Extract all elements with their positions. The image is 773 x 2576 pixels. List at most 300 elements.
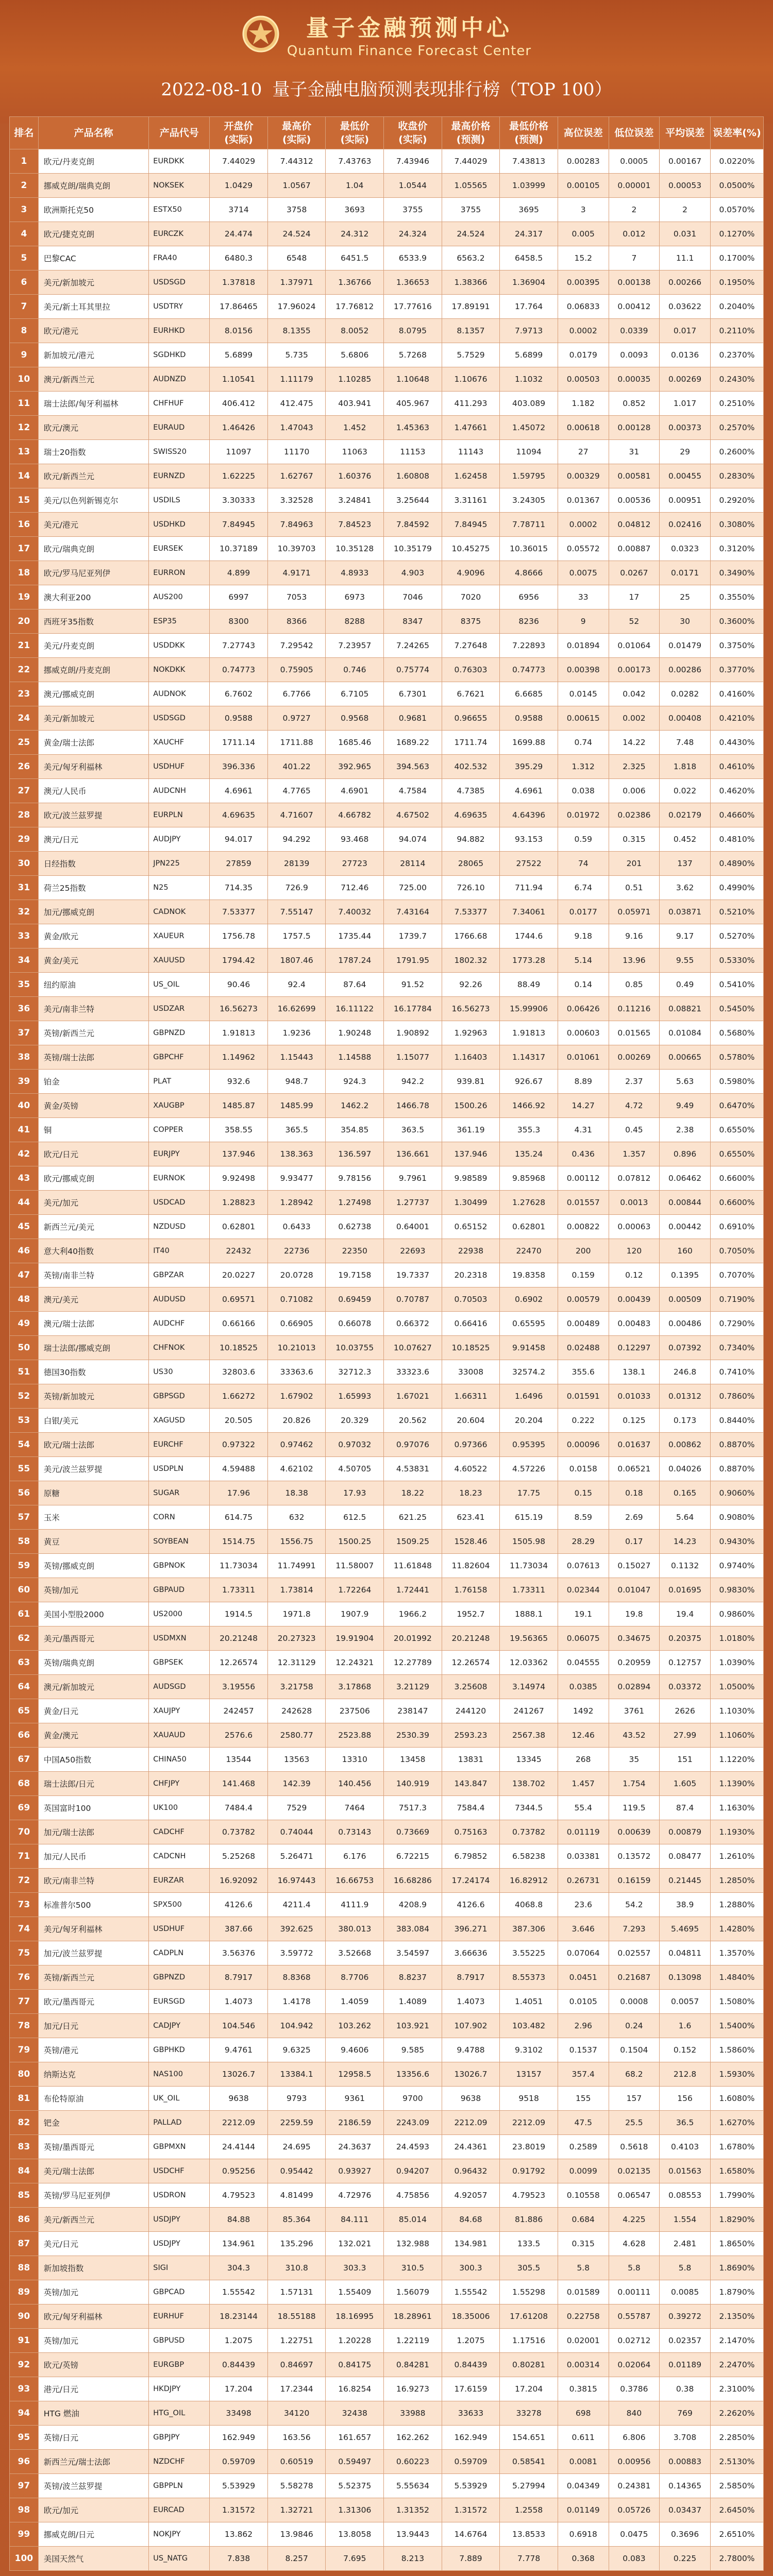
table-row xyxy=(10,2014,764,2038)
value-cell: 0.16159 xyxy=(609,1869,660,1893)
value-cell: 11170 xyxy=(267,440,326,464)
rank-cell: 82 xyxy=(10,2111,39,2135)
table-row xyxy=(10,731,764,755)
rank-cell: 92 xyxy=(10,2353,39,2377)
value-cell: 0.4620% xyxy=(710,779,763,803)
product-name-cell: 瑞士20指数 xyxy=(38,440,149,464)
value-cell: 412.475 xyxy=(267,392,326,416)
rank-cell: 64 xyxy=(10,1675,39,1699)
value-cell: 1.1930% xyxy=(710,1820,763,1844)
value-cell: 10.37189 xyxy=(210,537,268,561)
value-cell: 6.6685 xyxy=(500,682,558,706)
rank-cell: 54 xyxy=(10,1433,39,1457)
rank-cell: 8 xyxy=(10,319,39,343)
value-cell: 19.7158 xyxy=(326,1263,384,1287)
product-name-cell: 欧元/新西兰元 xyxy=(38,464,149,488)
value-cell: 3.30333 xyxy=(210,488,268,513)
value-cell: 31 xyxy=(609,440,660,464)
value-cell: 4.60522 xyxy=(442,1457,500,1481)
value-cell: 0.0105 xyxy=(558,1990,609,2014)
value-cell: 0.02064 xyxy=(609,2353,660,2377)
value-cell: 357.4 xyxy=(558,2062,609,2087)
table-row xyxy=(10,755,764,779)
product-name-cell: 黄金/欧元 xyxy=(38,924,149,948)
value-cell: 0.07613 xyxy=(558,1554,609,1578)
value-cell: 1.14588 xyxy=(326,1045,384,1070)
value-cell: 623.41 xyxy=(442,1505,500,1530)
value-cell: 1685.46 xyxy=(326,731,384,755)
product-name-cell: 澳元/挪威克朗 xyxy=(38,682,149,706)
value-cell: 0.06426 xyxy=(558,997,609,1021)
rank-cell: 9 xyxy=(10,343,39,367)
product-code-cell: SUGAR xyxy=(149,1481,210,1505)
table-row xyxy=(10,1312,764,1336)
value-cell: 0.21445 xyxy=(660,1869,711,1893)
table-row xyxy=(10,1021,764,1045)
table-row xyxy=(10,1699,764,1723)
product-code-cell: GBPZAR xyxy=(149,1263,210,1287)
rank-cell: 15 xyxy=(10,488,39,513)
value-cell: 0.2430% xyxy=(710,367,763,392)
value-cell: 4.92057 xyxy=(442,2183,500,2208)
table-row xyxy=(10,1191,764,1215)
value-cell: 1744.6 xyxy=(500,924,558,948)
value-cell: 1492 xyxy=(558,1699,609,1723)
value-cell: 3 xyxy=(558,198,609,222)
product-name-cell: 欧元/捷克克朗 xyxy=(38,222,149,246)
value-cell: 35 xyxy=(609,1748,660,1772)
table-row xyxy=(10,2547,764,2571)
brand-logo-icon xyxy=(242,15,280,53)
value-cell: 9.6325 xyxy=(267,2038,326,2062)
table-row xyxy=(10,537,764,561)
rank-cell: 68 xyxy=(10,1772,39,1796)
ranking-table xyxy=(9,116,764,2571)
product-name-cell: 欧元/瑞典克朗 xyxy=(38,537,149,561)
value-cell: 1.5080% xyxy=(710,1990,763,2014)
value-cell: 0.00439 xyxy=(609,1287,660,1312)
value-cell: 137.946 xyxy=(442,1142,500,1166)
product-code-cell: US2000 xyxy=(149,1602,210,1626)
product-name-cell: 黄金/日元 xyxy=(38,1699,149,1723)
value-cell: 6.7602 xyxy=(210,682,268,706)
value-cell: 32712.3 xyxy=(326,1360,384,1384)
product-name-cell: 澳大利亚200 xyxy=(38,585,149,609)
value-cell: 87.64 xyxy=(326,973,384,997)
value-cell: 8.1357 xyxy=(442,319,500,343)
rank-cell: 76 xyxy=(10,1965,39,1990)
value-cell: 0.74 xyxy=(558,731,609,755)
value-cell: 1.14962 xyxy=(210,1045,268,1070)
value-cell: 0.06075 xyxy=(558,1626,609,1651)
value-cell: 10.45275 xyxy=(442,537,500,561)
product-name-cell: 加元/人民币 xyxy=(38,1844,149,1869)
value-cell: 380.013 xyxy=(326,1917,384,1941)
value-cell: 6451.5 xyxy=(326,246,384,270)
table-row xyxy=(10,440,764,464)
value-cell: 3.19556 xyxy=(210,1675,268,1699)
value-cell: 11.58007 xyxy=(326,1554,384,1578)
table-row xyxy=(10,706,764,731)
value-cell: 0.20959 xyxy=(609,1651,660,1675)
value-cell: 1500.25 xyxy=(326,1530,384,1554)
value-cell: 9638 xyxy=(210,2087,268,2111)
value-cell: 0.4210% xyxy=(710,706,763,731)
value-cell: 0.2110% xyxy=(710,319,763,343)
product-name-cell: 英镑/瑞典克朗 xyxy=(38,1651,149,1675)
rank-cell: 63 xyxy=(10,1651,39,1675)
rank-cell: 38 xyxy=(10,1045,39,1070)
value-cell: 9.98589 xyxy=(442,1166,500,1191)
value-cell: 726.10 xyxy=(442,876,500,900)
value-cell: 303.3 xyxy=(326,2256,384,2280)
product-code-cell: EURZAR xyxy=(149,1869,210,1893)
value-cell: 0.6918 xyxy=(558,2522,609,2547)
value-cell: 1.2880% xyxy=(710,1893,763,1917)
value-cell: 4.57226 xyxy=(500,1457,558,1481)
value-cell: 6973 xyxy=(326,585,384,609)
value-cell: 0.62801 xyxy=(500,1215,558,1239)
value-cell: 354.85 xyxy=(326,1118,384,1142)
value-cell: 1.73311 xyxy=(500,1578,558,1602)
value-cell: 28114 xyxy=(384,852,442,876)
rank-cell: 2 xyxy=(10,174,39,198)
value-cell: 3.24841 xyxy=(326,488,384,513)
value-cell: 2.38 xyxy=(660,1118,711,1142)
value-cell: 10.35128 xyxy=(326,537,384,561)
table-row xyxy=(10,803,764,827)
value-cell: 0.02179 xyxy=(660,803,711,827)
value-cell: 13.9443 xyxy=(384,2522,442,2547)
value-cell: 1.6580% xyxy=(710,2159,763,2183)
table-row xyxy=(10,852,764,876)
value-cell: 1.818 xyxy=(660,755,711,779)
product-code-cell: US_OIL xyxy=(149,973,210,997)
product-code-cell: XAUJPY xyxy=(149,1699,210,1723)
table-body xyxy=(10,149,764,2571)
product-code-cell: NZDCHF xyxy=(149,2450,210,2474)
value-cell: 7.838 xyxy=(210,2547,268,2571)
value-cell: 20.329 xyxy=(326,1409,384,1433)
value-cell: 0.038 xyxy=(558,779,609,803)
value-cell: 0.00536 xyxy=(609,488,660,513)
value-cell: 24.695 xyxy=(267,2135,326,2159)
value-cell: 1.14317 xyxy=(500,1045,558,1070)
rank-cell: 53 xyxy=(10,1409,39,1433)
product-name-cell: 英镑/瑞士法郎 xyxy=(38,1045,149,1070)
value-cell: 8.55373 xyxy=(500,1965,558,1990)
value-cell: 9638 xyxy=(442,2087,500,2111)
value-cell: 0.0267 xyxy=(609,561,660,585)
value-cell: 8.8368 xyxy=(267,1965,326,1990)
table-row xyxy=(10,222,764,246)
value-cell: 2.6510% xyxy=(710,2522,763,2547)
value-cell: 7.43763 xyxy=(326,149,384,174)
value-cell: 0.0002 xyxy=(558,513,609,537)
table-row xyxy=(10,2208,764,2232)
value-cell: 7464 xyxy=(326,1796,384,1820)
product-name-cell: 欧元/澳元 xyxy=(38,416,149,440)
value-cell: 0.04811 xyxy=(660,1941,711,1965)
value-cell: 0.01591 xyxy=(558,1384,609,1409)
value-cell: 4.72 xyxy=(609,1094,660,1118)
table-row xyxy=(10,2353,764,2377)
table-row xyxy=(10,343,764,367)
value-cell: 237506 xyxy=(326,1699,384,1723)
product-code-cell: USDSGD xyxy=(149,706,210,731)
value-cell: 1.0567 xyxy=(267,174,326,198)
value-cell: 4.81499 xyxy=(267,2183,326,2208)
value-cell: 0.3770% xyxy=(710,658,763,682)
value-cell: 0.00373 xyxy=(660,416,711,440)
value-cell: 3.21758 xyxy=(267,1675,326,1699)
value-cell: 17.204 xyxy=(500,2377,558,2401)
rank-cell: 36 xyxy=(10,997,39,1021)
value-cell: 0.9080% xyxy=(710,1505,763,1530)
product-name-cell: 英镑/新加坡元 xyxy=(38,1384,149,1409)
value-cell: 8.0156 xyxy=(210,319,268,343)
value-cell: 5.52375 xyxy=(326,2474,384,2498)
rank-cell: 19 xyxy=(10,585,39,609)
table-row xyxy=(10,2450,764,2474)
value-cell: 16.82912 xyxy=(500,1869,558,1893)
value-cell: 9518 xyxy=(500,2087,558,2111)
value-cell: 13157 xyxy=(500,2062,558,2087)
rank-cell: 55 xyxy=(10,1457,39,1481)
value-cell: 0.34675 xyxy=(609,1626,660,1651)
product-code-cell: CHINA50 xyxy=(149,1748,210,1772)
value-cell: 0.01312 xyxy=(660,1384,711,1409)
value-cell: 0.9588 xyxy=(500,706,558,731)
value-cell: 1.4073 xyxy=(442,1990,500,2014)
value-cell: 0.03871 xyxy=(660,900,711,924)
value-cell: 1.1220% xyxy=(710,1748,763,1772)
value-cell: 32574.2 xyxy=(500,1360,558,1384)
value-cell: 2212.09 xyxy=(442,2111,500,2135)
rank-cell: 61 xyxy=(10,1602,39,1626)
value-cell: 0.80281 xyxy=(500,2353,558,2377)
value-cell: 0.74773 xyxy=(500,658,558,682)
table-row xyxy=(10,1433,764,1457)
value-cell: 0.12297 xyxy=(609,1336,660,1360)
rank-cell: 42 xyxy=(10,1142,39,1166)
value-cell: 27859 xyxy=(210,852,268,876)
value-cell: 9.55 xyxy=(660,948,711,973)
table-row xyxy=(10,270,764,295)
value-cell: 1.4059 xyxy=(326,1990,384,2014)
product-name-cell: 黄金/美元 xyxy=(38,948,149,973)
value-cell: 1.605 xyxy=(660,1772,711,1796)
value-cell: 8.8237 xyxy=(384,1965,442,1990)
value-cell: 1.55542 xyxy=(442,2280,500,2304)
rank-cell: 78 xyxy=(10,2014,39,2038)
product-name-cell: 英镑/墨西哥元 xyxy=(38,2135,149,2159)
value-cell: 16.9273 xyxy=(384,2377,442,2401)
rank-cell: 57 xyxy=(10,1505,39,1530)
value-cell: 0.91792 xyxy=(500,2159,558,2183)
table-row xyxy=(10,295,764,319)
value-cell: 0.22758 xyxy=(558,2304,609,2329)
rank-cell: 96 xyxy=(10,2450,39,2474)
value-cell: 1.754 xyxy=(609,1772,660,1796)
value-cell: 136.597 xyxy=(326,1142,384,1166)
value-cell: 1888.1 xyxy=(500,1602,558,1626)
title-text: 量子金融电脑预测表现排行榜（TOP 100） xyxy=(272,79,612,100)
value-cell: 1.73311 xyxy=(210,1578,268,1602)
value-cell: 1.6496 xyxy=(500,1384,558,1409)
rank-cell: 46 xyxy=(10,1239,39,1263)
value-cell: 5.4695 xyxy=(660,1917,711,1941)
value-cell: 8347 xyxy=(384,609,442,634)
value-cell: 8.59 xyxy=(558,1505,609,1530)
value-cell: 14.27 xyxy=(558,1094,609,1118)
value-cell: 0.1132 xyxy=(660,1554,711,1578)
rank-cell: 28 xyxy=(10,803,39,827)
value-cell: 0.95256 xyxy=(210,2159,268,2183)
value-cell: 1.03999 xyxy=(500,174,558,198)
value-cell: 94.017 xyxy=(210,827,268,852)
value-cell: 5.7268 xyxy=(384,343,442,367)
value-cell: 11.74991 xyxy=(267,1554,326,1578)
rank-cell: 69 xyxy=(10,1796,39,1820)
value-cell: 2212.09 xyxy=(210,2111,268,2135)
table-row xyxy=(10,585,764,609)
value-cell: 1.1060% xyxy=(710,1723,763,1748)
value-cell: 7.78711 xyxy=(500,513,558,537)
value-cell: 0.684 xyxy=(558,2208,609,2232)
value-cell: 20.204 xyxy=(500,1409,558,1433)
value-cell: 0.59709 xyxy=(210,2450,268,2474)
value-cell: 0.60223 xyxy=(384,2450,442,2474)
value-cell: 2580.77 xyxy=(267,1723,326,1748)
table-row xyxy=(10,2329,764,2353)
table-row xyxy=(10,1384,764,1409)
table-row xyxy=(10,1530,764,1554)
value-cell: 1485.99 xyxy=(267,1094,326,1118)
value-cell: 1711.14 xyxy=(210,731,268,755)
value-cell: 0.13572 xyxy=(609,1844,660,1869)
value-cell: 8.0052 xyxy=(326,319,384,343)
value-cell: 355.3 xyxy=(500,1118,558,1142)
value-cell: 90.46 xyxy=(210,973,268,997)
value-cell: 0.00618 xyxy=(558,416,609,440)
value-cell: 16.56273 xyxy=(442,997,500,1021)
value-cell: 5.8 xyxy=(660,2256,711,2280)
value-cell: 7.43946 xyxy=(384,149,442,174)
table-row xyxy=(10,1748,764,1772)
value-cell: 0.01565 xyxy=(609,1021,660,1045)
value-cell: 6.74 xyxy=(558,876,609,900)
value-cell: 0.368 xyxy=(558,2547,609,2571)
value-cell: 1.31572 xyxy=(210,2498,268,2522)
value-cell: 93.468 xyxy=(326,827,384,852)
value-cell: 11097 xyxy=(210,440,268,464)
table-row xyxy=(10,609,764,634)
value-cell: 1791.95 xyxy=(384,948,442,973)
table-row xyxy=(10,1263,764,1287)
value-cell: 4126.6 xyxy=(442,1893,500,1917)
value-cell: 1907.9 xyxy=(326,1602,384,1626)
value-cell: 8300 xyxy=(210,609,268,634)
value-cell: 8375 xyxy=(442,609,500,634)
product-code-cell: USDHUF xyxy=(149,1917,210,1941)
value-cell: 0.6550% xyxy=(710,1142,763,1166)
table-row xyxy=(10,1360,764,1384)
value-cell: 2593.23 xyxy=(442,1723,500,1748)
product-code-cell: CORN xyxy=(149,1505,210,1530)
value-cell: 163.56 xyxy=(267,2426,326,2450)
value-cell: 16.8254 xyxy=(326,2377,384,2401)
product-code-cell: PALLAD xyxy=(149,2111,210,2135)
value-cell: 2.6450% xyxy=(710,2498,763,2522)
value-cell: 155 xyxy=(558,2087,609,2111)
value-cell: 2.2620% xyxy=(710,2401,763,2426)
product-name-cell: 美元/南非兰特 xyxy=(38,997,149,1021)
value-cell: 0.031 xyxy=(660,222,711,246)
value-cell: 5.25268 xyxy=(210,1844,268,1869)
value-cell: 20.562 xyxy=(384,1409,442,1433)
value-cell: 94.292 xyxy=(267,827,326,852)
value-cell: 387.306 xyxy=(500,1917,558,1941)
value-cell: 0.65595 xyxy=(500,1312,558,1336)
product-name-cell: 钯金 xyxy=(38,2111,149,2135)
value-cell: 17.96 xyxy=(210,1481,268,1505)
product-code-cell: GBPAUD xyxy=(149,1578,210,1602)
product-code-cell: IT40 xyxy=(149,1239,210,1263)
value-cell: 3.66636 xyxy=(442,1941,500,1965)
product-name-cell: 港元/日元 xyxy=(38,2377,149,2401)
value-cell: 200 xyxy=(558,1239,609,1263)
value-cell: 11.1 xyxy=(660,246,711,270)
value-cell: 10.21013 xyxy=(267,1336,326,1360)
value-cell: 2 xyxy=(609,198,660,222)
value-cell: 154.651 xyxy=(500,2426,558,2450)
value-cell: 0.022 xyxy=(660,779,711,803)
value-cell: 0.02344 xyxy=(558,1578,609,1602)
value-cell: 0.05726 xyxy=(609,2498,660,2522)
product-name-cell: 欧元/丹麦克朗 xyxy=(38,149,149,174)
value-cell: 365.5 xyxy=(267,1118,326,1142)
value-cell: 18.55188 xyxy=(267,2304,326,2329)
value-cell: 0.00883 xyxy=(660,2450,711,2474)
table-row xyxy=(10,779,764,803)
rank-cell: 3 xyxy=(10,198,39,222)
value-cell: 1.47661 xyxy=(442,416,500,440)
rank-cell: 32 xyxy=(10,900,39,924)
value-cell: 0.24 xyxy=(609,2014,660,2038)
value-cell: 0.66372 xyxy=(384,1312,442,1336)
value-cell: 27 xyxy=(558,440,609,464)
value-cell: 241267 xyxy=(500,1699,558,1723)
value-cell: 9.4606 xyxy=(326,2038,384,2062)
table-row xyxy=(10,827,764,852)
value-cell: 17.24174 xyxy=(442,1869,500,1893)
value-cell: 3.56376 xyxy=(210,1941,268,1965)
product-code-cell: GBPCAD xyxy=(149,2280,210,2304)
value-cell: 1.6 xyxy=(660,2014,711,2038)
value-cell: 0.9588 xyxy=(210,706,268,731)
value-cell: 1.66272 xyxy=(210,1384,268,1409)
value-cell: 0.00822 xyxy=(558,1215,609,1239)
value-cell: 84.111 xyxy=(326,2208,384,2232)
value-cell: 1500.26 xyxy=(442,1094,500,1118)
value-cell: 0.15027 xyxy=(609,1554,660,1578)
value-cell: 4.31 xyxy=(558,1118,609,1142)
value-cell: 11.73034 xyxy=(210,1554,268,1578)
rank-cell: 7 xyxy=(10,295,39,319)
value-cell: 0.01047 xyxy=(609,1578,660,1602)
value-cell: 712.46 xyxy=(326,876,384,900)
